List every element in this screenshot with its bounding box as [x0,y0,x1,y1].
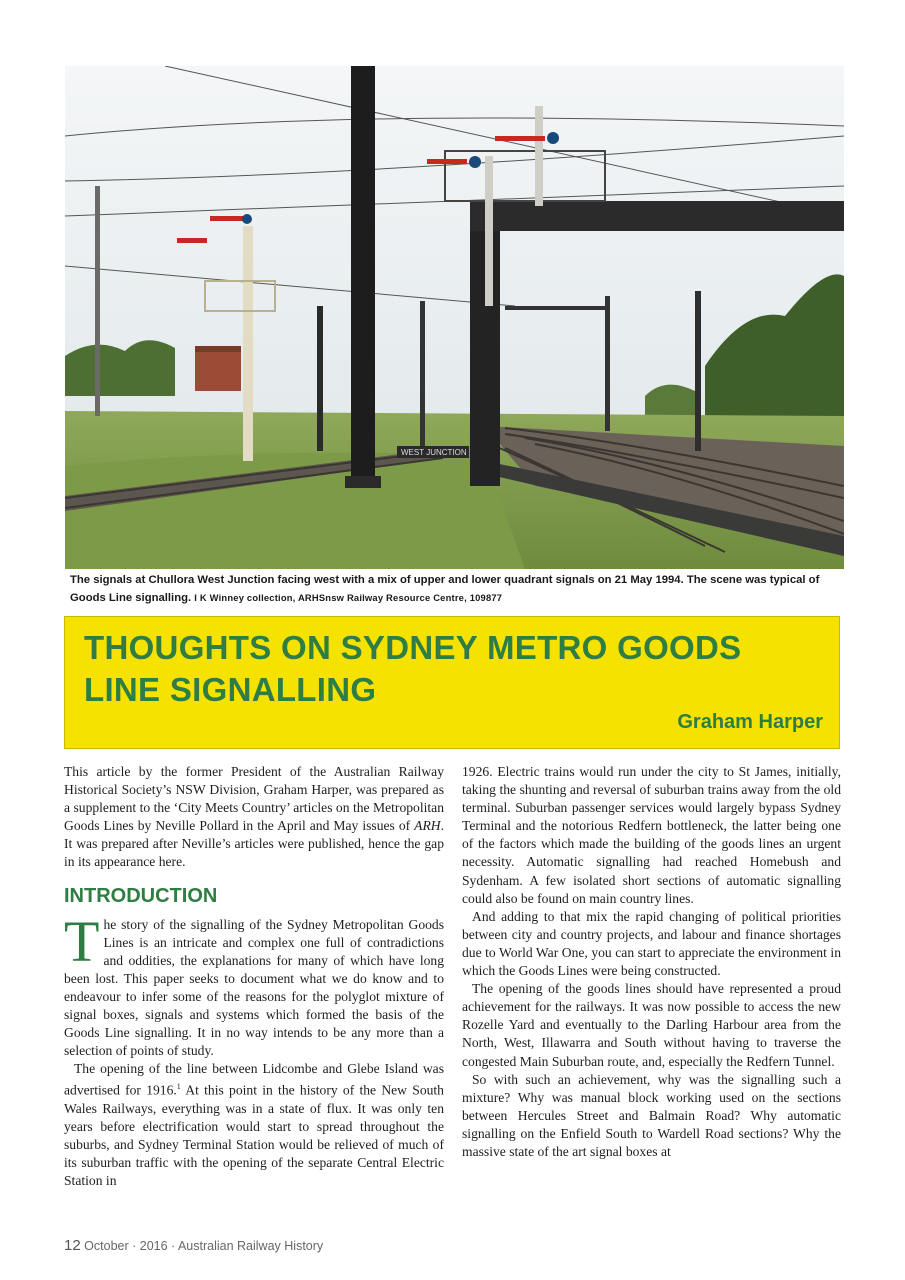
right-column [462,763,841,1161]
footnote-ref: 1 [176,1082,181,1092]
drop-cap: T [64,908,100,974]
paragraph-1 [64,908,444,1061]
railway-signals-illustration [65,66,844,569]
footer-text: October · 2016 · Australian Railway History [84,1239,324,1253]
paragraph-5: The opening of the goods lines should have represented a proud achievement for the railways. It was now possible to access the new Rozelle Yard and eventually to the Darling Harbour area from the North, West, Illawarra and South without having to traverse the congested Main Suburban route, and, especially the Redfern Tunnel. [462,981,841,1069]
junction-sign-text: WEST JUNCTION [401,448,467,457]
paragraph-3: 1926. Electric trains would run under the city to St James, initially, taking the shunting and reversal of suburban trains away from the old terminal. Suburban passenger services would largely bypass Sydney Terminal and the notorious Redfern bottleneck, the latter being one of the factors which made the building of the goods lines an urgent necessity. Automatic signalling had reached Homebush and Sydenham. A few isolated short sections of automatic signalling could also be found on main country lines. [462,764,841,906]
paragraph-2-text-b: At this point in the history of the New South Wales Railways, everything was in a state of flux. It was only ten years before electrification would start to spread throughout the suburbs, and Sydney Terminal Station would be relieved of much of its suburban traffic with the opening of the separate Central Electric Station in [64,1082,444,1189]
caption-credit: I K Winney collection, ARHSnsw Railway Resource Centre, 109877 [194,592,503,603]
intro-text-a: This article by the former President of the Australian Railway Historical Society’s NSW Division, Graham Harper, was prepared as a supplement to the ‘City Meets Country’ articles on the Metropolitan Goods Lines by Neville Pollard in the April and May issues of [64,764,444,834]
left-column [64,763,444,1191]
paragraph-1-text: he story of the signalling of the Sydney Metropolitan Goods Lines is an intricate and complex one full of contradictions and oddities, the explanations for many of which have long been lost. This paper seeks to document what we do know and to endeavour to infer some of the reasons for the polyglot mixture of signal boxes, signals and systems which formed the basis of the Goods Line signalling. It in no way intends to be any more than a selection of points of study. [64,916,444,1059]
title-box [64,616,840,749]
page-footer [64,1237,323,1254]
paragraph-4: And adding to that mix the rapid changing of political priorities between city and country projects, and labour and finance shortages due to World War One, you can start to appreciate the environment in which the Goods Lines were being constructed. [462,908,841,979]
photo-caption [70,571,845,607]
paragraph-2 [64,1060,444,1190]
article-author: Graham Harper [677,711,823,733]
title-line-2: LINE SIGNALLING [84,671,377,708]
paragraph-6: So with such an achievement, why was the signalling such a mixture? Why was manual block working used on the sections between Hercules Street and Balmain Road? Why automatic signalling on the Enfield South to Wardell Road sections? Why the massive state of the art signal boxes at [462,1071,841,1159]
article-title [84,627,824,711]
intro-italic: ARH [414,818,441,834]
caption-text: The signals at Chullora West Junction facing west with a mix of upper and lower quadrant signals on 21 May 1994. The scene was typical of Goods Line signalling. [70,574,820,604]
section-heading: INTRODUCTION [64,884,218,907]
title-line-1: THOUGHTS ON SYDNEY METRO GOODS [84,629,742,666]
intro-text-b: . It was prepared after Neville’s articles were published, hence the gap in its appearance here. [64,818,444,870]
intro-paragraph [64,763,444,872]
paragraph-2-text-a: The opening of the line between Lidcombe and Glebe Island was advertised for 1916. [64,1061,444,1098]
cover-photo [65,66,844,569]
page-number: 12 [64,1237,81,1254]
